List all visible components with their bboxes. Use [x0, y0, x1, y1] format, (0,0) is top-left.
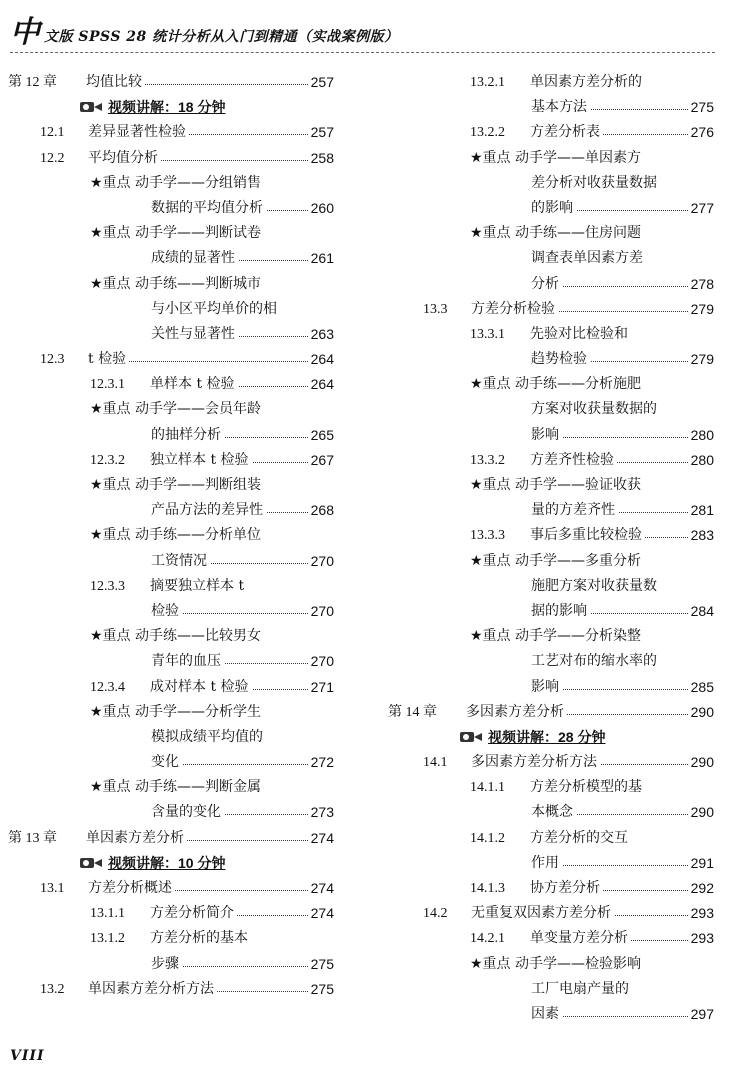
toc-entry-number: 第 14 章 [388, 704, 437, 720]
toc-entry-title: 基本方法 [531, 99, 587, 116]
toc-entry-page: 279 [688, 347, 714, 372]
toc-entry-sub [388, 70, 714, 95]
toc-entry-title: ★重点 动手学——分析学生 [90, 703, 262, 720]
toc-entry-title: 数据的平均值分析 [151, 199, 263, 216]
toc-entry-cont [8, 498, 334, 523]
toc-entry-cont [8, 549, 334, 574]
toc-entry-page: 290 [688, 800, 714, 825]
toc-entry-page: 270 [308, 549, 334, 574]
toc-entry-title: 摘要独立样本 t [150, 577, 245, 594]
toc-entry-title: 方差分析简介 [150, 905, 234, 922]
toc-entry-title: 方差分析检验 [471, 300, 555, 317]
toc-entry-page: 274 [308, 876, 334, 901]
toc-entry-number: 14.2.1 [470, 931, 505, 947]
toc-entry-sec [8, 977, 334, 1002]
toc-entry-cont [388, 95, 714, 120]
toc-entry-cont [388, 171, 714, 196]
toc-entry-page: 290 [688, 700, 714, 725]
toc-entry-page: 257 [308, 70, 334, 95]
toc-entry-sec [388, 297, 714, 322]
toc-entry-cont [8, 297, 334, 322]
toc-entry-title: 作用 [531, 854, 559, 871]
toc-entry-title: 单因素方差分析方法 [88, 980, 214, 997]
toc-entry-title: 单因素方差分析的 [530, 74, 642, 90]
toc-entry-page: 275 [688, 95, 714, 120]
toc-entry-sub [8, 372, 334, 397]
toc-entry-title: ★重点 动手学——多重分析 [470, 552, 642, 569]
toc-entry-cont [388, 599, 714, 624]
toc-entry-star [8, 397, 334, 422]
toc-entry-title: ★重点 动手练——判断金属 [90, 779, 262, 796]
toc-entry-number: 13.3.1 [470, 326, 505, 342]
toc-entry-title: ★重点 动手学——验证收获 [470, 477, 642, 493]
toc-entry-title: 含量的变化 [151, 804, 221, 821]
toc-entry-sub [8, 574, 334, 599]
toc-entry-title: 单变量方差分析 [530, 930, 628, 947]
toc-entry-page: 290 [688, 750, 714, 775]
toc-entry-page: 297 [688, 1002, 714, 1027]
toc-entry-star [388, 146, 714, 171]
toc-entry-title: 检验 [151, 602, 179, 619]
toc-entry-cont [388, 196, 714, 221]
toc-entry-title: 趋势检验 [531, 351, 587, 368]
toc-entry-page: 284 [688, 599, 714, 624]
toc-entry-page: 264 [308, 347, 334, 372]
toc-entry-title: 方差分析概述 [88, 880, 172, 896]
toc-entry-page: 274 [308, 901, 334, 926]
toc-entry-title: 影响 [531, 426, 559, 443]
toc-entry-title: 方差分析的交互 [530, 829, 628, 846]
toc-entry-star [388, 952, 714, 977]
toc-entry-title: 方差齐性检验 [530, 451, 614, 468]
toc-entry-page: 280 [688, 423, 714, 448]
toc-entry-title: 分析 [531, 275, 559, 292]
toc-entry-cont [388, 574, 714, 599]
toc-entry-page: 278 [688, 272, 714, 297]
toc-entry-star [388, 624, 714, 649]
toc-entry-number: 13.1 [40, 881, 65, 896]
toc-entry-star [8, 624, 334, 649]
toc-entry-star [8, 523, 334, 548]
toc-entry-title: ★重点 动手练——比较男女 [90, 628, 262, 645]
toc-entry-star [8, 700, 334, 725]
toc-entry-star [388, 549, 714, 574]
toc-entry-sub [388, 523, 714, 548]
toc-entry-title: 无重复双因素方差分析 [471, 905, 611, 922]
toc-entry-page: 270 [308, 599, 334, 624]
toc-entry-number: 13.3.2 [470, 452, 505, 468]
toc-entry-number: 14.1 [423, 755, 448, 771]
toc-entry-sub [388, 322, 714, 347]
toc-entry-cont [388, 851, 714, 876]
toc-entry-title: 的抽样分析 [151, 426, 221, 443]
toc-entry-sub [388, 926, 714, 951]
toc-entry-cont [8, 423, 334, 448]
toc-entry-title: 独立样本 t 检验 [150, 451, 249, 468]
toc-entry-title: 步骤 [151, 955, 179, 972]
toc-entry-title: 差异显著性检验 [88, 124, 186, 141]
toc-entry-cont [388, 347, 714, 372]
toc-entry-number: 13.2.1 [470, 75, 505, 90]
toc-entry-number: 14.2 [423, 906, 448, 922]
toc-entry-page: 274 [308, 826, 334, 851]
toc-entry-cont [8, 649, 334, 674]
toc-entry-title: 本概念 [531, 804, 573, 821]
toc-entry-sec [8, 120, 334, 145]
toc-entry-page: 279 [688, 297, 714, 322]
toc-entry-title: 多因素方差分析方法 [471, 754, 597, 771]
toc-entry-title: 均值比较 [86, 74, 142, 90]
toc-entry-video [8, 851, 334, 876]
toc-entry-title: 调查表单因素方差 [531, 250, 643, 267]
toc-entry-page: 285 [688, 675, 714, 700]
toc-entry-title: ★重点 动手学——分组销售 [90, 174, 262, 191]
toc-entry-page: 264 [308, 372, 334, 397]
toc-entry-sub [388, 775, 714, 800]
toc-entry-sub [388, 120, 714, 145]
toc-entry-title: ★重点 动手学——单因素方 [470, 149, 642, 166]
toc-entry-star [8, 221, 334, 246]
toc-entry-sub [388, 826, 714, 851]
toc-entry-cont [388, 675, 714, 700]
toc-entry-number: 12.3.1 [90, 377, 125, 393]
toc-entry-title: 方差分析表 [530, 124, 600, 141]
toc-entry-number: 12.3.4 [90, 679, 125, 695]
toc-right-column [388, 70, 714, 1027]
toc-entry-page: 283 [688, 523, 714, 548]
toc-entry-number: 12.3.2 [90, 452, 125, 468]
toc-entry-sub [388, 876, 714, 901]
toc-entry-sub [388, 448, 714, 473]
toc-entry-number: 12.3.3 [90, 578, 125, 594]
toc-entry-title: 差分析对收获量数据 [531, 174, 657, 191]
toc-entry-video [8, 95, 334, 120]
toc-entry-cont [388, 498, 714, 523]
toc-entry-title: 事后多重比较检验 [530, 527, 642, 544]
toc-entry-page: 280 [688, 448, 714, 473]
toc-entry-page: 271 [308, 675, 334, 700]
toc-entry-number: 14.1.1 [470, 780, 505, 796]
toc-entry-title: ★重点 动手学——分析染整 [470, 628, 642, 645]
toc-entry-title: 施肥方案对收获量数 [531, 577, 657, 594]
toc-entry-title: 工艺对布的缩水率的 [531, 653, 657, 670]
toc-entry-cont [388, 977, 714, 1002]
toc-entry-page: 260 [308, 196, 334, 221]
toc-entry-page: 291 [688, 851, 714, 876]
toc-entry-number: 第 12 章 [8, 75, 57, 90]
toc-entry-page: 270 [308, 649, 334, 674]
toc-entry-sec [8, 347, 334, 372]
toc-entry-title: ★重点 动手练——住房问题 [470, 225, 642, 242]
toc-entry-title: 视频讲解：28 分钟 [488, 728, 606, 745]
toc-entry-title: 青年的血压 [151, 653, 221, 670]
toc-entry-title: ★重点 动手练——判断城市 [90, 275, 262, 292]
toc-entry-video [388, 725, 714, 750]
toc-entry-star [8, 775, 334, 800]
toc-entry-cont [8, 246, 334, 271]
toc-entry-star [388, 221, 714, 246]
toc-entry-sub [8, 901, 334, 926]
toc-entry-number: 12.2 [40, 150, 65, 166]
toc-entry-sec [8, 146, 334, 171]
toc-entry-page: 261 [308, 246, 334, 271]
toc-entry-title: 的影响 [531, 199, 573, 216]
toc-entry-title: ★重点 动手学——检验影响 [470, 955, 642, 972]
toc-entry-title: ★重点 动手学——判断试卷 [90, 225, 262, 242]
toc-entry-cont [388, 1002, 714, 1027]
video-camera-icon [80, 100, 102, 113]
toc-entry-title: 先验对比检验和 [530, 325, 628, 342]
toc-entry-number: 14.1.2 [470, 830, 505, 846]
toc-entry-number: 13.2 [40, 981, 65, 997]
toc-entry-number: 13.3.3 [470, 528, 505, 544]
toc-entry-cont [388, 246, 714, 271]
toc-entry-title: 变化 [151, 754, 179, 771]
toc-entry-page: 276 [688, 120, 714, 145]
toc-entry-cont [8, 322, 334, 347]
page-number: VIII [10, 1048, 45, 1064]
toc-entry-title: 工厂电扇产量的 [531, 980, 629, 997]
toc-entry-title: 工资情况 [151, 552, 207, 569]
toc-entry-title: 方差分析的基本 [150, 930, 248, 947]
toc-entry-sub [8, 926, 334, 951]
toc-entry-title: 方差分析模型的基 [530, 779, 642, 796]
toc-entry-title: ★重点 动手练——分析施肥 [470, 376, 642, 393]
toc-entry-number: 12.1 [40, 125, 65, 141]
toc-entry-chapter [8, 826, 334, 851]
toc-entry-cont [8, 750, 334, 775]
toc-entry-title: 成对样本 t 检验 [150, 678, 249, 695]
toc-entry-title: ★重点 动手学——判断组装 [90, 477, 262, 493]
toc-entry-number: 14.1.3 [470, 881, 505, 896]
toc-entry-page: 281 [688, 498, 714, 523]
toc-entry-number: 第 13 章 [8, 830, 57, 846]
toc-entry-title: 成绩的显著性 [151, 250, 235, 267]
toc-entry-cont [8, 196, 334, 221]
toc-entry-cont [8, 599, 334, 624]
toc-entry-title: 多因素方差分析 [466, 703, 564, 720]
toc-entry-cont [8, 800, 334, 825]
toc-entry-sec [388, 750, 714, 775]
toc-entry-star [388, 372, 714, 397]
toc-entry-sec [388, 901, 714, 926]
toc-entry-title: 与小区平均单价的相 [151, 300, 277, 317]
toc-entry-cont [8, 725, 334, 750]
toc-entry-cont [388, 423, 714, 448]
video-camera-icon [460, 730, 482, 743]
toc-entry-title: ★重点 动手练——分析单位 [90, 527, 262, 544]
toc-entry-cont [388, 649, 714, 674]
toc-entry-cont [388, 397, 714, 422]
toc-entry-star [8, 171, 334, 196]
toc-entry-page: 265 [308, 423, 334, 448]
toc-entry-page: 268 [308, 498, 334, 523]
running-header [10, 15, 715, 53]
toc-entry-page: 258 [308, 146, 334, 171]
toc-entry-title: 平均值分析 [88, 149, 158, 166]
toc-entry-star [388, 473, 714, 498]
header-title: 文版 SPSS 28 统计分析从入门到精通（实战案例版） [44, 29, 399, 45]
toc-entry-star [8, 473, 334, 498]
toc-entry-star [8, 272, 334, 297]
toc-entry-page: 273 [308, 800, 334, 825]
toc-entry-page: 267 [308, 448, 334, 473]
toc-entry-title: 影响 [531, 678, 559, 695]
toc-entry-title: 视频讲解：18 分钟 [108, 99, 226, 116]
toc-entry-page: 277 [688, 196, 714, 221]
toc-entry-page: 275 [308, 952, 334, 977]
toc-entry-title: 视频讲解：10 分钟 [108, 854, 226, 871]
toc-entry-title: 单样本 t 检验 [150, 376, 235, 393]
toc-entry-title: 关性与显著性 [151, 325, 235, 342]
toc-entry-page: 257 [308, 120, 334, 145]
toc-left-column [8, 70, 334, 1002]
toc-entry-page: 275 [308, 977, 334, 1002]
toc-entry-page: 292 [688, 876, 714, 901]
toc-entry-cont [8, 952, 334, 977]
toc-entry-number: 12.3 [40, 352, 65, 368]
toc-entry-page: 263 [308, 322, 334, 347]
toc-entry-title: 量的方差齐性 [531, 502, 615, 519]
toc-entry-cont [388, 800, 714, 825]
toc-entry-chapter [8, 70, 334, 95]
video-camera-icon [80, 856, 102, 869]
toc-entry-title: 据的影响 [531, 602, 587, 619]
toc-entry-title: 方案对收获量数据的 [531, 401, 657, 418]
header-first-char: 中 [10, 15, 40, 50]
toc-entry-title: ★重点 动手学——会员年龄 [90, 401, 262, 418]
toc-entry-number: 13.2.2 [470, 125, 505, 141]
toc-entry-title: 模拟成绩平均值的 [151, 728, 263, 745]
toc-entry-number: 13.1.2 [90, 931, 125, 947]
toc-entry-sec [8, 876, 334, 901]
toc-entry-title: 协方差分析 [530, 880, 600, 896]
toc-entry-page: 293 [688, 901, 714, 926]
toc-entry-sub [8, 448, 334, 473]
toc-entry-number: 13.1.1 [90, 906, 125, 922]
toc-entry-title: 单因素方差分析 [86, 829, 184, 846]
toc-entry-number: 13.3 [423, 301, 448, 317]
toc-entry-sub [8, 675, 334, 700]
toc-entry-title: 产品方法的差异性 [151, 502, 263, 519]
toc-entry-chapter [388, 700, 714, 725]
toc-entry-page: 293 [688, 926, 714, 951]
toc-entry-title: t 检验 [88, 351, 127, 368]
toc-entry-cont [388, 272, 714, 297]
toc-entry-page: 272 [308, 750, 334, 775]
toc-entry-title: 因素 [531, 1005, 559, 1022]
